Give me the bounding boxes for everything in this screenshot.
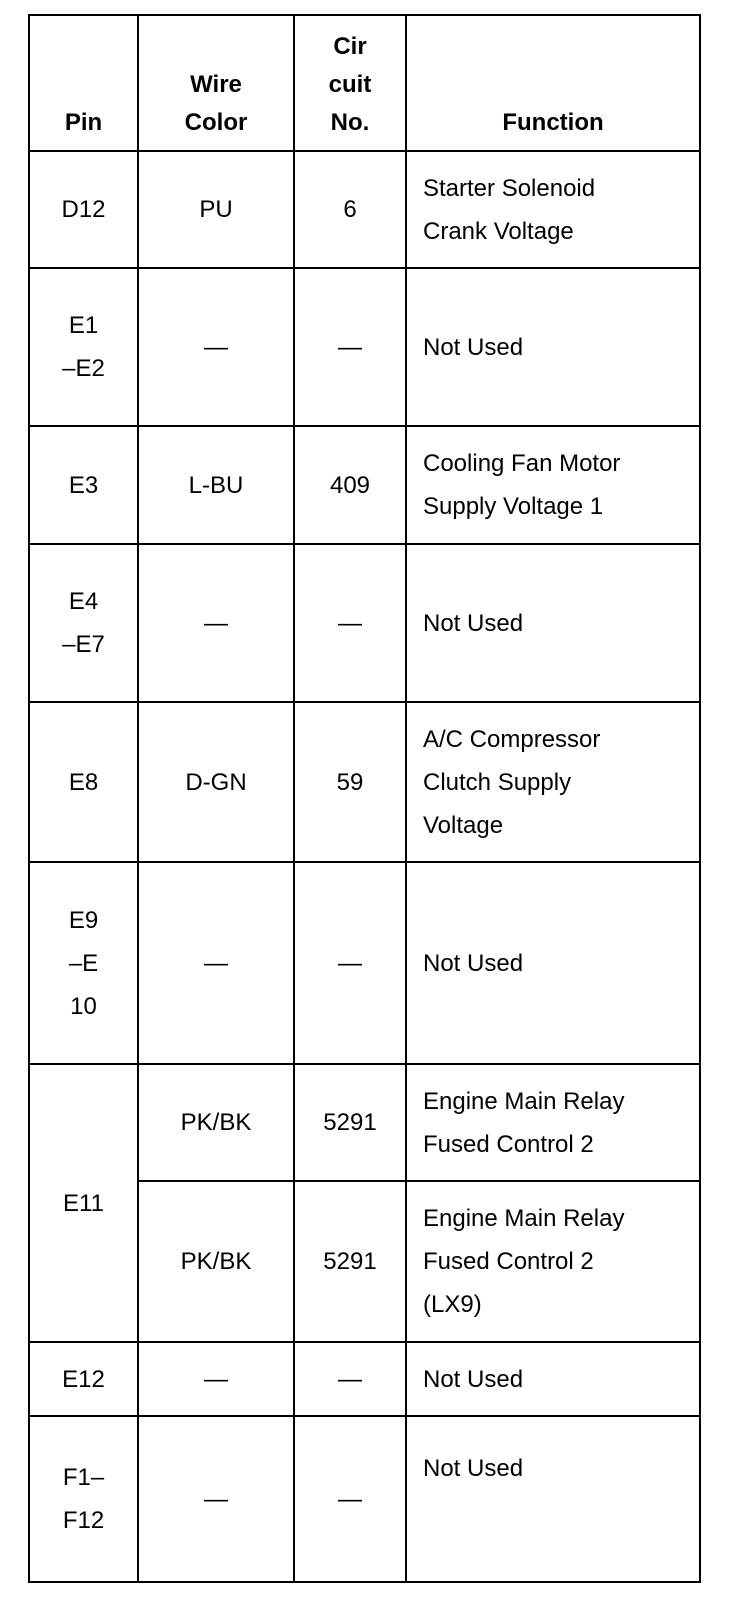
table-row: [29, 426, 700, 544]
pin-cell: E9 –E 10: [29, 862, 138, 1064]
wire-color-cell: D-GN: [138, 702, 294, 862]
wire-color-cell: PK/BK: [138, 1064, 294, 1181]
pin-cell: E1 –E2: [29, 268, 138, 426]
wire-color-cell: —: [138, 268, 294, 426]
header-pin: Pin: [29, 15, 138, 151]
circuit-cell: 5291: [294, 1064, 406, 1181]
pin-cell: E8: [29, 702, 138, 862]
circuit-cell: 5291: [294, 1181, 406, 1342]
wire-color-cell: —: [138, 1416, 294, 1582]
wire-color-cell: L-BU: [138, 426, 294, 544]
function-cell: Engine Main Relay Fused Control 2 (LX9): [406, 1181, 700, 1342]
pin-cell: E11: [29, 1064, 138, 1342]
circuit-cell: —: [294, 544, 406, 702]
circuit-cell: 409: [294, 426, 406, 544]
header-circuit-no: Cir cuit No.: [294, 15, 406, 151]
function-cell: Not Used: [406, 1342, 700, 1416]
wire-color-cell: PU: [138, 151, 294, 268]
circuit-cell: —: [294, 862, 406, 1064]
function-cell: Not Used: [406, 1416, 700, 1582]
table-row: [29, 862, 700, 1064]
pin-cell: E3: [29, 426, 138, 544]
wire-color-cell: —: [138, 1342, 294, 1416]
table-row: [29, 1416, 700, 1582]
wire-color-cell: PK/BK: [138, 1181, 294, 1342]
function-cell: Not Used: [406, 268, 700, 426]
header-wire-color: Wire Color: [138, 15, 294, 151]
circuit-cell: —: [294, 1416, 406, 1582]
pin-cell: D12: [29, 151, 138, 268]
table-row: [29, 268, 700, 426]
table-header-row: [29, 15, 700, 151]
circuit-cell: 6: [294, 151, 406, 268]
function-cell: A/C Compressor Clutch Supply Voltage: [406, 702, 700, 862]
pin-cell: F1– F12: [29, 1416, 138, 1582]
table-row: [29, 151, 700, 268]
circuit-cell: 59: [294, 702, 406, 862]
function-cell: Cooling Fan Motor Supply Voltage 1: [406, 426, 700, 544]
table-row: [29, 1342, 700, 1416]
header-function: Function: [406, 15, 700, 151]
function-cell: Not Used: [406, 544, 700, 702]
circuit-cell: —: [294, 1342, 406, 1416]
circuit-cell: —: [294, 268, 406, 426]
table-row: [29, 702, 700, 862]
table-row: [29, 1064, 700, 1181]
wire-color-cell: —: [138, 544, 294, 702]
pin-cell: E4 –E7: [29, 544, 138, 702]
wire-color-cell: —: [138, 862, 294, 1064]
function-cell: Engine Main Relay Fused Control 2: [406, 1064, 700, 1181]
function-cell: Starter Solenoid Crank Voltage: [406, 151, 700, 268]
function-cell: Not Used: [406, 862, 700, 1064]
pin-cell: E12: [29, 1342, 138, 1416]
table-row: [29, 544, 700, 702]
connector-pin-table: [28, 14, 701, 1583]
